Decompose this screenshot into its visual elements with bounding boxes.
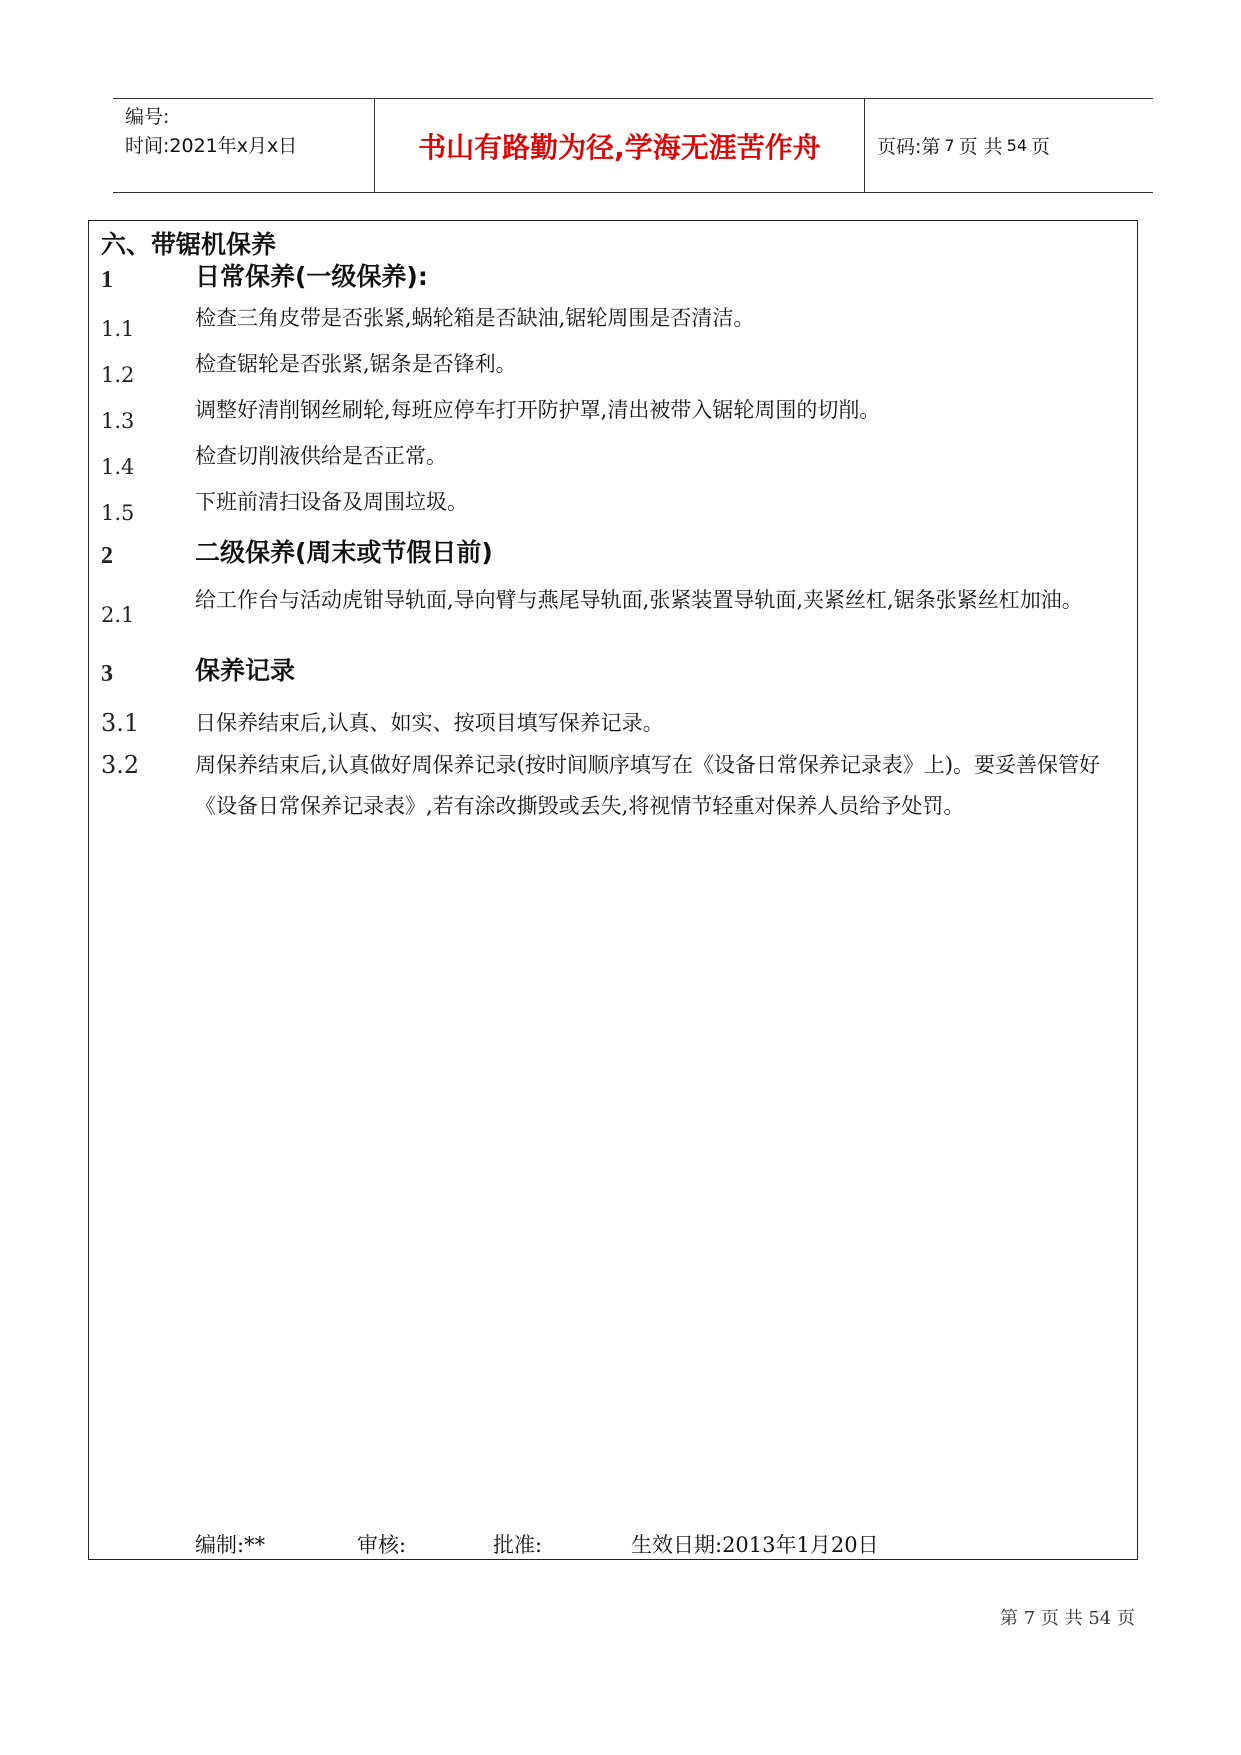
item-text: 周保养结束后,认真做好周保养记录(按时间顺序填写在《设备日常保养记录表》上)。要妥善保管好《设备日常保养记录表》,若有涂改撕毁或丢失,将视情节轻重对保养人员给予处罚。	[195, 753, 1101, 818]
item-text: 给工作台与活动虎钳导轨面,导向臂与燕尾导轨面,张紧装置导轨面,夹紧丝杠,锯条张紧丝杠加油。	[195, 588, 1083, 612]
item-text: 调整好清削钢丝刷轮,每班应停车打开防护罩,清出被带入锯轮周围的切削。	[195, 398, 881, 422]
item-text: 下班前清扫设备及周围垃圾。	[195, 490, 468, 514]
item-number: 1.4	[101, 455, 135, 479]
item-number: 2.1	[101, 603, 135, 627]
header-page-info	[865, 99, 1153, 192]
item-number: 2	[101, 543, 113, 569]
item-text: 检查切削液供给是否正常。	[195, 444, 447, 468]
reviewed-by: 审核:	[357, 1533, 407, 1557]
item-text: 检查三角皮带是否张紧,蜗轮箱是否缺油,锯轮周围是否清洁。	[195, 306, 755, 330]
page-mid-label: 页 共	[958, 136, 1003, 158]
document-header	[113, 98, 1153, 193]
compiled-by: 编制:**	[195, 1533, 266, 1557]
item-number: 1.2	[101, 363, 135, 387]
subsection-heading: 保养记录	[195, 656, 296, 685]
item-number: 3.1	[101, 709, 140, 737]
header-motto: 书山有路勤为径,学海无涯苦作舟	[375, 99, 865, 192]
header-meta	[113, 99, 375, 192]
content-box	[88, 220, 1138, 1560]
subsection-heading: 日常保养(一级保养):	[195, 262, 428, 291]
page-footer: 第 7 页 共 54 页	[1000, 1608, 1135, 1629]
item-number: 1.1	[101, 317, 135, 341]
item-number: 1.5	[101, 501, 135, 525]
time-label: 时间:2021年x月x日	[125, 135, 298, 157]
signoff-line	[195, 1529, 879, 1559]
item-number: 1	[101, 267, 113, 293]
subsection-heading: 二级保养(周末或节假日前)	[195, 538, 493, 567]
page-label: 页码:第	[877, 136, 941, 158]
approved-by: 批准:	[493, 1533, 543, 1557]
section-title: 六、带锯机保养	[101, 230, 277, 259]
item-text: 日保养结束后,认真、如实、按项目填写保养记录。	[195, 711, 664, 735]
item-number: 1.3	[101, 409, 135, 433]
item-number: 3	[101, 661, 113, 687]
page-number: 7	[944, 136, 955, 155]
page-total: 54	[1006, 136, 1027, 155]
page-end-label: 页	[1031, 136, 1051, 158]
item-text: 检查锯轮是否张紧,锯条是否锋利。	[195, 352, 517, 376]
serial-label: 编号:	[125, 106, 170, 128]
item-number: 3.2	[101, 751, 140, 779]
effective-date: 生效日期:2013年1月20日	[631, 1533, 879, 1557]
